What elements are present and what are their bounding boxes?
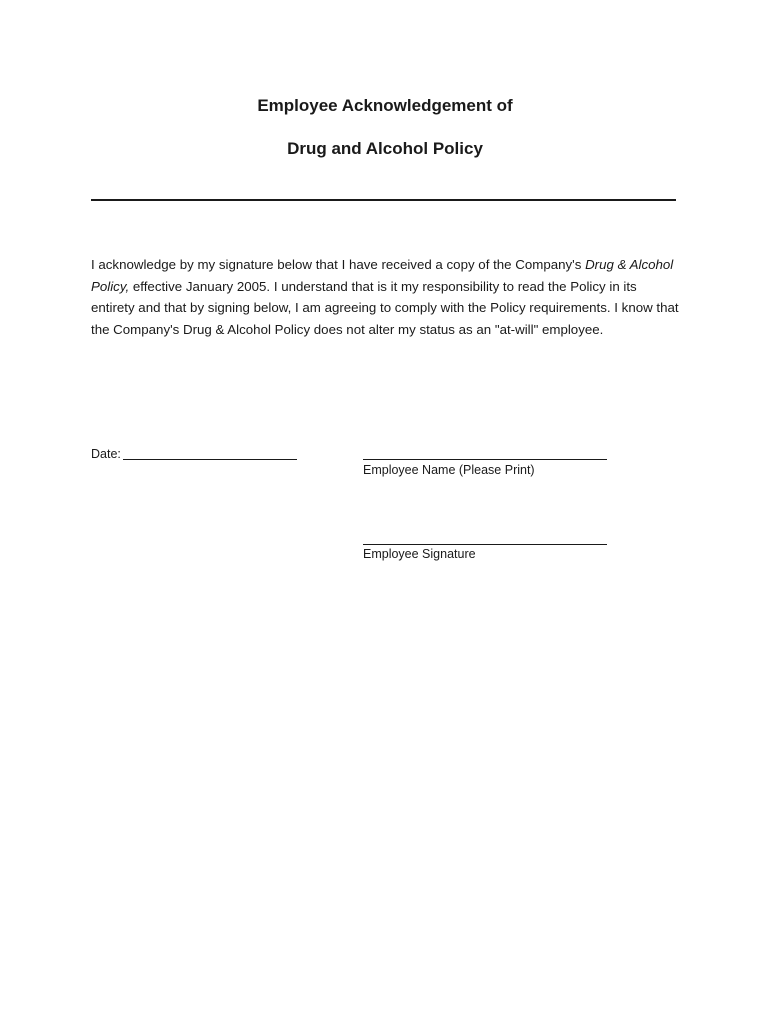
employee-name-field-line[interactable] [363, 459, 607, 460]
policy-name: Drug & Alcohol Policy, [91, 257, 674, 294]
paragraph-text-part-2: effective January 2005. I understand that is it my responsibility to read the Policy in its entirety and that by signing below, I am agreeing to comply with the Policy requirements. I know that the Company's Drug & Alcohol Policy does not alter my status as an "at-will" employee. [91, 278, 679, 337]
date-field-line[interactable] [123, 459, 297, 460]
employee-name-label: Employee Name (Please Print) [363, 463, 535, 477]
title-divider [91, 199, 676, 201]
employee-signature-field-line[interactable] [363, 544, 607, 545]
employee-signature-label: Employee Signature [363, 547, 476, 561]
date-label: Date: [91, 447, 121, 461]
document-title-line-1: Employee Acknowledgement of [257, 96, 513, 115]
acknowledgement-paragraph [91, 254, 683, 340]
document-title-line-2: Drug and Alcohol Policy [287, 139, 483, 158]
paragraph-text-part-1: I acknowledge by my signature below that I have received a copy of the Company's [91, 257, 586, 272]
